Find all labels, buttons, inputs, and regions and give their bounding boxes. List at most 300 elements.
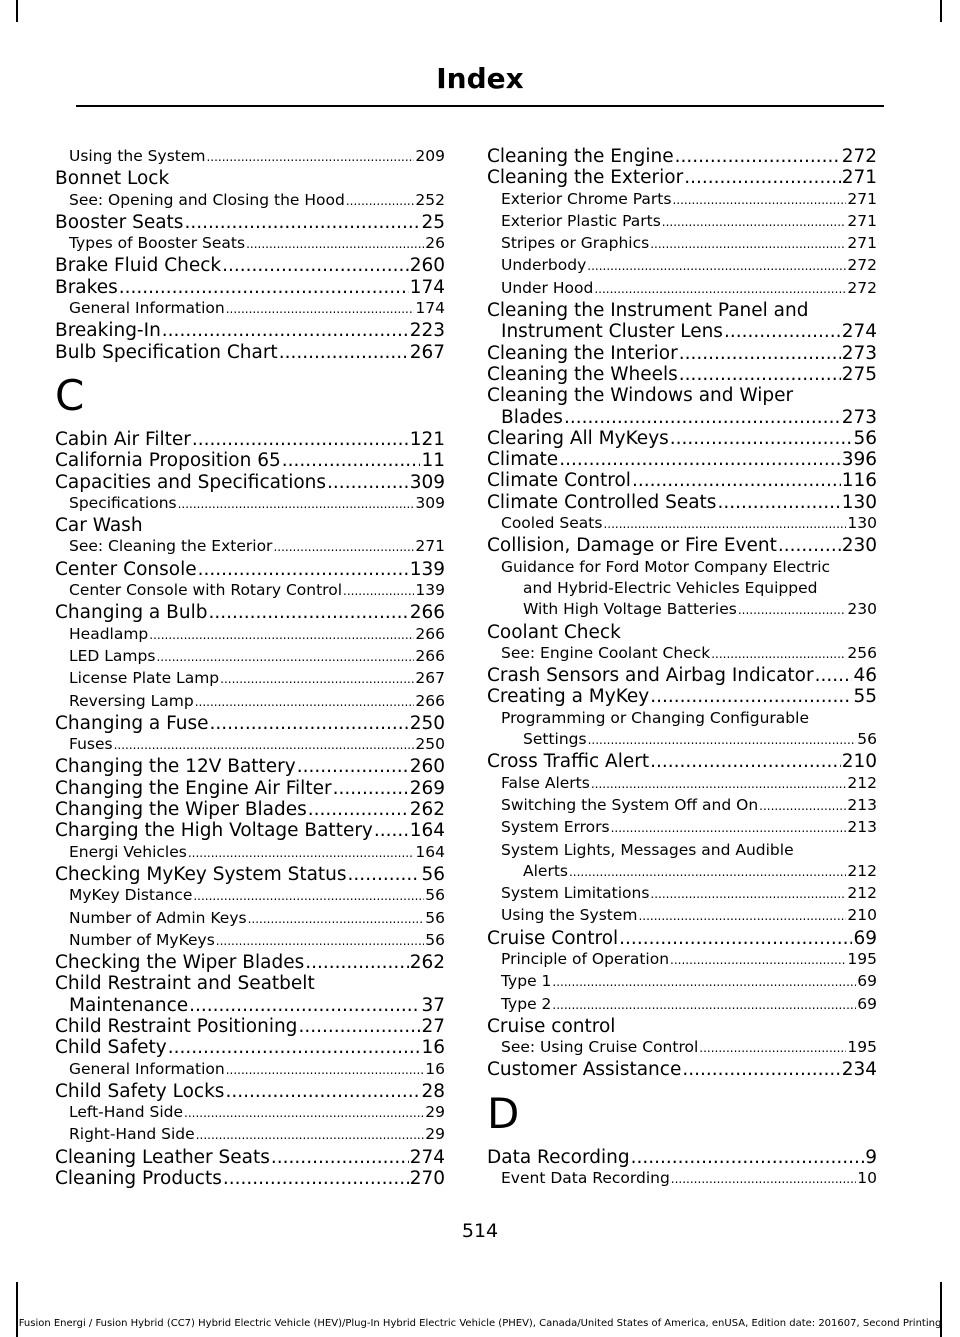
index-entry <box>487 1147 877 1168</box>
page-ref: 69 <box>853 927 877 949</box>
index-subentry <box>487 773 877 795</box>
entry-text: Cleaning the Windows and Wiper <box>487 385 794 407</box>
page-ref: 250 <box>409 712 445 734</box>
entry-text: System Limitations <box>501 884 650 903</box>
index-entry <box>55 168 445 189</box>
entry-text: Maintenance <box>69 994 189 1016</box>
page-ref: 252 <box>415 190 445 209</box>
entry-text: Checking MyKey System Status <box>55 863 347 885</box>
page-ref: 26 <box>425 234 445 253</box>
index-entry <box>55 1147 445 1168</box>
entry-text: Charging the High Voltage Battery <box>55 820 373 842</box>
dot-leader <box>738 599 847 621</box>
dot-leader <box>679 343 841 364</box>
dot-leader <box>184 1102 424 1124</box>
dot-leader <box>346 190 415 212</box>
index-entry <box>55 864 445 885</box>
page-title: Index <box>436 62 524 95</box>
entry-text: Climate <box>487 449 559 471</box>
dot-leader <box>198 559 409 580</box>
page-ref: 46 <box>853 665 877 687</box>
dot-leader <box>308 799 409 820</box>
entry-text: Changing the Engine Air Filter <box>55 777 332 799</box>
index-entry <box>55 212 445 233</box>
index-entry <box>487 146 877 167</box>
page-ref: 272 <box>841 146 877 167</box>
index-entry <box>55 429 445 450</box>
page-ref: 56 <box>425 930 445 949</box>
entry-text: Center Console <box>55 558 197 580</box>
page-ref: 55 <box>853 686 877 708</box>
dot-leader <box>682 1059 840 1080</box>
dot-leader <box>222 255 409 276</box>
entry-text: With High Voltage Batteries <box>523 600 737 619</box>
dot-leader <box>552 994 856 1016</box>
entry-text: Stripes or Graphics <box>501 234 650 253</box>
page-ref: 212 <box>847 861 877 880</box>
dot-leader <box>611 817 847 839</box>
entry-text: System Errors <box>501 818 610 837</box>
dot-leader <box>216 930 424 952</box>
page-ref: 195 <box>847 949 877 968</box>
dot-leader <box>192 429 409 450</box>
index-entry <box>55 602 445 623</box>
dot-leader <box>631 1147 865 1168</box>
entry-text: Cleaning the Instrument Panel and <box>487 300 809 322</box>
index-entry <box>55 995 445 1016</box>
dot-leader <box>327 472 409 493</box>
entry-text: Customer Assistance <box>487 1059 682 1081</box>
entry-text: Specifications <box>69 493 177 512</box>
dot-leader <box>587 255 846 277</box>
index-entry <box>487 300 877 321</box>
page-ref: 256 <box>847 643 877 662</box>
entry-text: Capacities and Specifications <box>55 471 327 493</box>
dot-leader <box>273 536 414 558</box>
entry-text: Cooled Seats <box>501 514 603 533</box>
page-ref: 164 <box>415 842 445 861</box>
page-ref: 209 <box>415 147 445 165</box>
entry-text: Data Recording <box>487 1146 630 1168</box>
index-subentry <box>487 817 877 839</box>
dot-leader <box>724 321 841 342</box>
page-ref: 213 <box>847 818 877 837</box>
page-ref: 250 <box>415 735 445 754</box>
index-subentry <box>55 691 445 713</box>
index-entry <box>487 928 877 949</box>
dot-leader <box>189 995 420 1016</box>
index-subentry <box>487 729 877 751</box>
index-subentry <box>487 513 877 535</box>
index-entry <box>487 364 877 385</box>
index-entry <box>55 255 445 276</box>
entry-text: Exterior Plastic Parts <box>501 211 661 230</box>
dot-leader <box>670 949 846 971</box>
entry-text: Child Restraint Positioning <box>55 1015 298 1037</box>
entry-text: California Proposition 65 <box>55 450 281 472</box>
page-ref: 271 <box>847 189 877 208</box>
index-subentry <box>55 734 445 756</box>
entry-text: Cleaning the Engine <box>487 146 674 167</box>
index-subentry <box>55 1102 445 1124</box>
entry-text: Under Hood <box>501 278 594 297</box>
page-ref: 56 <box>421 863 445 885</box>
index-subentry <box>487 861 877 883</box>
entry-text: Changing a Fuse <box>55 712 209 734</box>
entry-text: Cleaning Products <box>55 1168 222 1190</box>
index-section-letter: C <box>55 370 85 420</box>
index-entry <box>487 686 877 707</box>
dot-leader <box>717 492 840 513</box>
dot-leader <box>206 146 414 168</box>
entry-text: See: Cleaning the Exterior <box>69 537 273 556</box>
entry-text: Using the System <box>69 147 206 165</box>
index-entry <box>487 343 877 364</box>
page-ref: 274 <box>409 1146 445 1168</box>
dot-leader <box>759 795 846 817</box>
index-subentry <box>55 1059 445 1081</box>
page-ref: 213 <box>847 795 877 814</box>
entry-text: Left-Hand Side <box>69 1103 184 1122</box>
entry-text: Switching the System Off and On <box>501 795 759 814</box>
page-ref: 27 <box>421 1015 445 1037</box>
entry-text: Changing the Wiper Blades <box>55 799 307 821</box>
entry-text: Underbody <box>501 256 587 275</box>
dot-leader <box>564 407 841 428</box>
dot-leader <box>619 928 852 949</box>
page-ref: 195 <box>847 1038 877 1057</box>
index-entry <box>55 320 445 341</box>
index-subentry <box>487 211 877 233</box>
entry-text: Event Data Recording <box>501 1169 670 1188</box>
index-entry <box>55 1037 445 1058</box>
entry-text: MyKey Distance <box>69 886 193 905</box>
entry-text: Checking the Wiper Blades <box>55 952 305 974</box>
page-ref: 269 <box>409 777 445 799</box>
entry-text: Coolant Check <box>487 621 621 643</box>
index-subentry <box>487 599 877 621</box>
entry-text: General Information <box>69 299 225 318</box>
page-ref: 271 <box>847 234 877 253</box>
index-subentry <box>55 930 445 952</box>
index-subentry <box>55 146 445 168</box>
index-subentry <box>55 536 445 558</box>
dot-leader <box>195 691 415 713</box>
page-ref: 29 <box>425 1103 445 1122</box>
page-ref: 274 <box>841 321 877 343</box>
page-ref: 234 <box>841 1059 877 1081</box>
index-subentry <box>487 1168 877 1190</box>
entry-text: Brakes <box>55 276 118 298</box>
page-ref: 230 <box>841 535 877 557</box>
entry-text: Cleaning Leather Seats <box>55 1146 270 1168</box>
index-subentry <box>487 971 877 993</box>
page-ref: 260 <box>409 756 445 778</box>
page-ref: 396 <box>841 449 877 471</box>
entry-text: False Alerts <box>501 773 590 792</box>
index-subentry <box>487 189 877 211</box>
index-entry <box>487 492 877 513</box>
index-section-letter: D <box>487 1088 520 1138</box>
page-ref: 210 <box>841 751 877 773</box>
index-subentry <box>55 668 445 690</box>
page-ref: 56 <box>857 730 877 749</box>
entry-text: Type 2 <box>501 994 552 1013</box>
dot-leader <box>671 1168 856 1190</box>
index-entry <box>55 952 445 973</box>
entry-text: System Lights, Messages and Audible <box>501 840 794 859</box>
dot-leader <box>282 450 421 471</box>
index-entry <box>55 778 445 799</box>
page-ref: 272 <box>847 278 877 297</box>
page-ref: 29 <box>425 1125 445 1144</box>
dot-leader <box>226 298 415 320</box>
index-subentry <box>487 578 877 599</box>
index-entry <box>487 385 877 406</box>
index-entry <box>55 820 445 841</box>
page-ref: 121 <box>409 428 445 450</box>
entry-text: Settings <box>523 730 587 749</box>
dot-leader <box>675 146 841 167</box>
page-ref: 16 <box>425 1059 445 1078</box>
entry-text: Using the System <box>501 906 638 925</box>
index-subentry <box>487 255 877 277</box>
index-column-right <box>487 146 877 1190</box>
dot-leader <box>650 686 852 707</box>
dot-leader <box>662 211 847 233</box>
page-ref: 28 <box>421 1080 445 1102</box>
entry-text: Bulb Specification Chart <box>55 341 278 363</box>
entry-text: Cleaning the Interior <box>487 342 678 364</box>
dot-leader <box>679 364 841 385</box>
page-ref: 139 <box>415 581 445 600</box>
page-ref: 270 <box>409 1168 445 1190</box>
entry-text: Number of MyKeys <box>69 930 215 949</box>
entry-text: Changing a Bulb <box>55 602 208 624</box>
page-ref: 116 <box>841 470 877 492</box>
entry-text: Exterior Chrome Parts <box>501 189 672 208</box>
page-ref: 25 <box>421 211 445 233</box>
index-subentry <box>487 905 877 927</box>
dot-leader <box>552 971 856 993</box>
index-subentry <box>55 233 445 255</box>
dot-leader <box>650 751 841 772</box>
dot-leader <box>226 1059 425 1081</box>
dot-leader <box>297 756 409 777</box>
page-ref: 37 <box>421 994 445 1016</box>
dot-leader <box>193 885 424 907</box>
dot-leader <box>343 580 414 602</box>
page-ref: 275 <box>841 363 877 385</box>
dot-leader <box>208 602 408 623</box>
header-divider <box>76 105 884 107</box>
dot-leader <box>178 493 415 515</box>
index-subentry <box>487 949 877 971</box>
entry-text: General Information <box>69 1059 225 1078</box>
entry-text: Car Wash <box>55 515 143 537</box>
footer-text: Fusion Energi / Fusion Hybrid (CC7) Hybrid Electric Vehicle (HEV)/Plug-In Hybrid Electric Vehicle (PHEV), Canada/United States of America, enUSA, Edition date: 201607, Second Printing <box>18 1318 942 1329</box>
page-ref: 260 <box>409 255 445 277</box>
dot-leader <box>650 233 846 255</box>
dot-leader <box>279 342 409 363</box>
dot-leader <box>188 842 415 864</box>
index-subentry <box>487 883 877 905</box>
page-ref: 230 <box>847 600 877 619</box>
entry-text: Climate Control <box>487 470 631 492</box>
page-ref: 212 <box>847 773 877 792</box>
page-ref: 223 <box>409 320 445 342</box>
index-subentry <box>55 580 445 602</box>
page-ref: 271 <box>415 537 445 556</box>
index-subentry <box>55 646 445 668</box>
index-subentry <box>55 908 445 930</box>
dot-leader <box>603 513 846 535</box>
index-subentry <box>55 298 445 320</box>
index-entry <box>55 342 445 363</box>
page-ref: 266 <box>415 646 445 665</box>
dot-leader <box>670 428 853 449</box>
entry-text: Type 1 <box>501 972 552 991</box>
entry-text: Breaking-In <box>55 320 161 342</box>
dot-leader <box>638 905 846 927</box>
page-ref: 266 <box>415 624 445 643</box>
page-ref: 139 <box>409 558 445 580</box>
dot-leader <box>699 1037 846 1059</box>
page-ref: 210 <box>847 906 877 925</box>
entry-text: Reversing Lamp <box>69 691 194 710</box>
entry-text: Principle of Operation <box>501 949 670 968</box>
entry-text: Child Restraint and Seatbelt <box>55 973 315 995</box>
dot-leader <box>223 1168 409 1189</box>
entry-text: Headlamp <box>69 624 149 643</box>
entry-text: Brake Fluid Check <box>55 255 222 277</box>
entry-text: Changing the 12V Battery <box>55 756 296 778</box>
index-entry <box>487 449 877 470</box>
entry-text: Cleaning the Wheels <box>487 363 678 385</box>
entry-text: LED Lamps <box>69 646 156 665</box>
index-entry <box>55 1016 445 1037</box>
dot-leader <box>559 449 840 470</box>
page-ref: 271 <box>841 167 877 189</box>
entry-text: Energi Vehicles <box>69 842 187 861</box>
dot-leader <box>119 277 409 298</box>
page-ref: 130 <box>841 491 877 513</box>
entry-text: Child Safety <box>55 1037 167 1059</box>
dot-leader <box>149 624 414 646</box>
dot-leader <box>711 643 846 665</box>
page-ref: 164 <box>409 820 445 842</box>
entry-text: Child Safety Locks <box>55 1080 225 1102</box>
dot-leader <box>594 278 846 300</box>
page-ref: 266 <box>415 691 445 710</box>
page-ref: 10 <box>857 1169 877 1188</box>
dot-leader <box>650 883 846 905</box>
index-subentry <box>487 233 877 255</box>
entry-text: License Plate Lamp <box>69 669 220 688</box>
dot-leader <box>672 189 846 211</box>
page-ref: 309 <box>409 471 445 493</box>
dot-leader <box>220 668 414 690</box>
page-ref: 56 <box>425 908 445 927</box>
index-subentry <box>487 994 877 1016</box>
entry-text: Crash Sensors and Airbag Indicator <box>487 665 814 687</box>
index-entry <box>487 167 877 188</box>
index-subentry <box>55 624 445 646</box>
index-entry <box>487 407 877 428</box>
index-subentry <box>487 1037 877 1059</box>
index-entry <box>487 751 877 772</box>
entry-text: Right-Hand Side <box>69 1125 195 1144</box>
entry-text: Cross Traffic Alert <box>487 751 650 773</box>
dot-leader <box>196 1124 425 1146</box>
index-subentry <box>487 795 877 817</box>
dot-leader <box>305 952 408 973</box>
dot-leader <box>225 1081 420 1102</box>
dot-leader <box>815 665 853 686</box>
crop-mark-top-left-vertical <box>16 0 18 22</box>
index-subentry <box>487 278 877 300</box>
page-ref: 273 <box>841 342 877 364</box>
index-entry <box>55 1081 445 1102</box>
dot-leader <box>210 713 409 734</box>
page-ref: 273 <box>841 406 877 428</box>
index-subentry <box>55 885 445 907</box>
index-entry <box>487 428 877 449</box>
crop-mark-top-right-vertical <box>940 0 942 22</box>
page-ref: 212 <box>847 884 877 903</box>
entry-text: See: Opening and Closing the Hood <box>69 190 345 209</box>
dot-leader <box>271 1147 409 1168</box>
page-number: 514 <box>461 1220 499 1242</box>
index-entry <box>487 1016 877 1037</box>
dot-leader <box>248 908 425 930</box>
index-entry <box>55 713 445 734</box>
dot-leader <box>168 1037 421 1058</box>
dot-leader <box>298 1016 420 1037</box>
page-ref: 174 <box>415 299 445 318</box>
dot-leader <box>348 864 421 885</box>
page-ref: 271 <box>847 211 877 230</box>
page-ref: 272 <box>847 256 877 275</box>
page-ref: 130 <box>847 514 877 533</box>
entry-text: Types of Booster Seats <box>69 234 246 253</box>
index-entry <box>487 1059 877 1080</box>
index-entry <box>55 973 445 994</box>
entry-text: Clearing All MyKeys <box>487 427 669 449</box>
page-ref: 262 <box>409 799 445 821</box>
page-ref: 16 <box>421 1037 445 1059</box>
index-subentry <box>487 840 877 861</box>
entry-text: Creating a MyKey <box>487 686 650 708</box>
page-ref: 56 <box>853 427 877 449</box>
page-ref: 69 <box>857 972 877 991</box>
entry-text: Cruise Control <box>487 927 619 949</box>
entry-text: Guidance for Ford Motor Company Electric <box>501 557 831 576</box>
entry-text: Bonnet Lock <box>55 168 170 190</box>
index-entry <box>55 277 445 298</box>
dot-leader <box>374 820 409 841</box>
dot-leader <box>778 535 841 556</box>
page-ref: 267 <box>409 341 445 363</box>
dot-leader <box>333 778 409 799</box>
page-ref: 174 <box>409 276 445 298</box>
entry-text: and Hybrid-Electric Vehicles Equipped <box>523 578 818 597</box>
entry-text: Fuses <box>69 735 113 754</box>
index-entry <box>55 756 445 777</box>
page-ref: 69 <box>857 994 877 1013</box>
entry-text: Collision, Damage or Fire Event <box>487 535 777 557</box>
page-ref: 262 <box>409 952 445 974</box>
